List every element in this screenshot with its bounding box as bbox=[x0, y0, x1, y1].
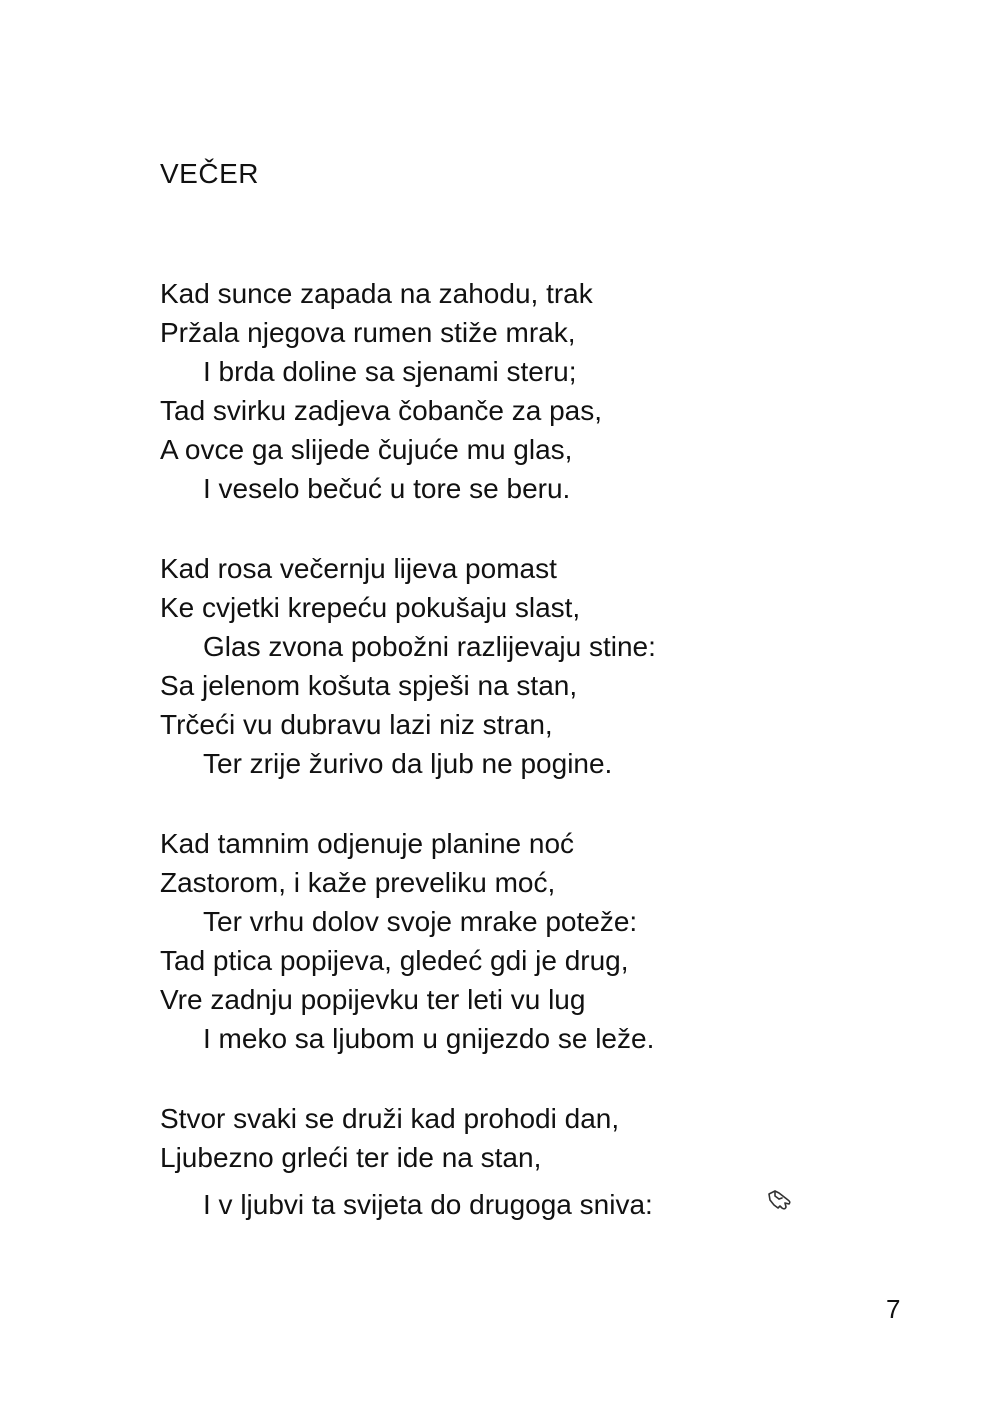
poem-line: Tad ptica popijeva, gledeć gdi je drug, bbox=[160, 945, 629, 976]
stanza-2 bbox=[160, 549, 656, 783]
poem-line: I veselo bečuć u tore se beru. bbox=[203, 473, 571, 504]
poem-line: Zastorom, i kaže preveliku moć, bbox=[160, 867, 556, 898]
poem-title: VEČER bbox=[160, 158, 259, 189]
poem-line: I meko sa ljubom u gnijezdo se leže. bbox=[203, 1023, 655, 1054]
stanza-3 bbox=[160, 824, 654, 1058]
poem-line: I brda doline sa sjenami steru; bbox=[203, 356, 577, 387]
poem-line: Ter vrhu dolov svoje mrake poteže: bbox=[203, 906, 638, 937]
poem-line: Glas zvona pobožni razlijevaju stine: bbox=[203, 631, 656, 662]
poem-line: Stvor svaki se druži kad prohodi dan, bbox=[160, 1103, 620, 1134]
poem-line: A ovce ga slijede čujuće mu glas, bbox=[160, 434, 573, 465]
poem-line: Ke cvjetki krepeću pokušaju slast, bbox=[160, 592, 581, 623]
pointing-hand-icon bbox=[766, 1186, 796, 1216]
poem-line: Trčeći vu dubravu lazi niz stran, bbox=[160, 709, 553, 740]
stanza-4 bbox=[160, 1099, 653, 1224]
poem-line: Ljubezno grleći ter ide na stan, bbox=[160, 1142, 542, 1173]
poem-line: I v ljubvi ta svijeta do drugoga sniva: bbox=[203, 1189, 653, 1220]
poem-line: Pržala njegova rumen stiže mrak, bbox=[160, 317, 576, 348]
poem-line: Tad svirku zadjeva čobanče za pas, bbox=[160, 395, 603, 426]
page-number: 7 bbox=[886, 1294, 901, 1324]
poem-line: Ter zrije žurivo da ljub ne pogine. bbox=[203, 748, 613, 779]
poem-line: Kad tamnim odjenuje planine noć bbox=[160, 828, 575, 859]
poem-line: Kad rosa večernju lijeva pomast bbox=[160, 553, 557, 584]
poem-line: Kad sunce zapada na zahodu, trak bbox=[160, 278, 593, 309]
poem-line: Sa jelenom košuta spješi na stan, bbox=[160, 670, 578, 701]
stanza-1 bbox=[160, 274, 602, 508]
poem-line: Vre zadnju popijevku ter leti vu lug bbox=[160, 984, 586, 1015]
